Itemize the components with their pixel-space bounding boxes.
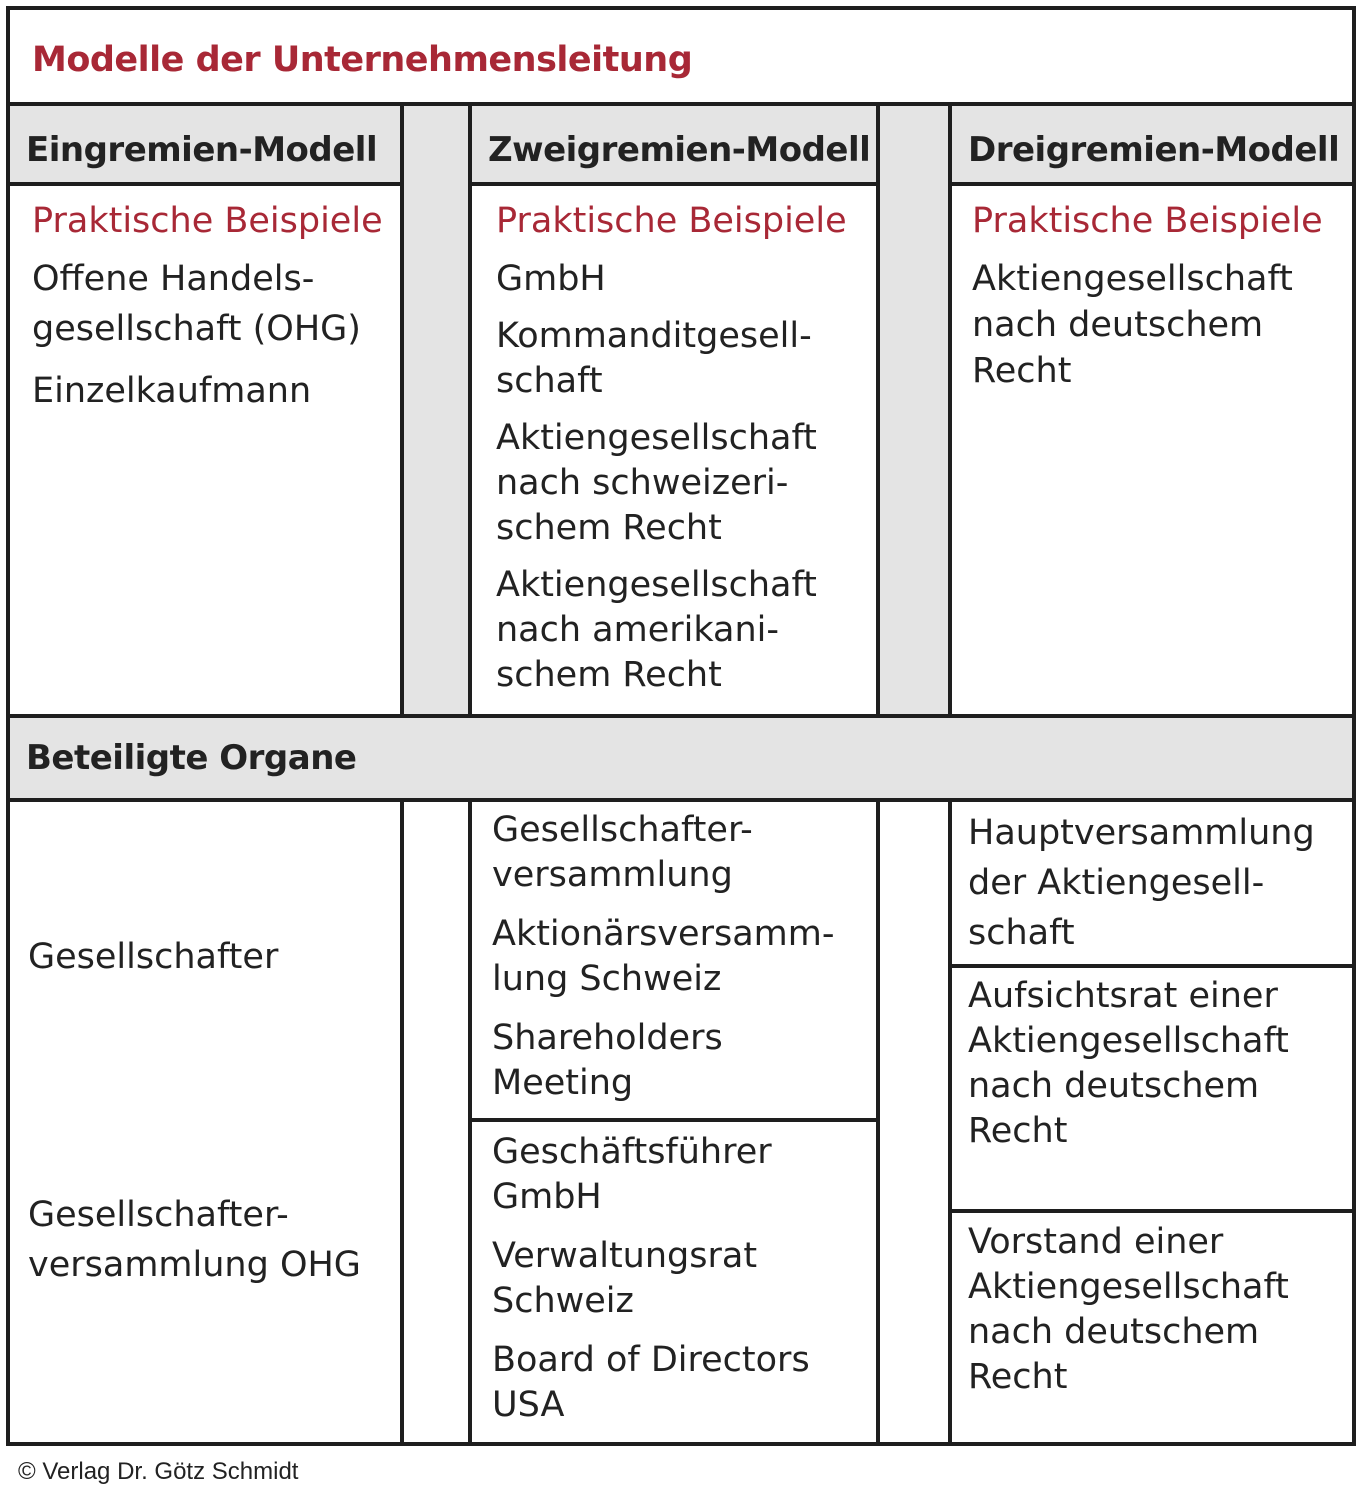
heading-dreigremien: Dreigremien-Modell bbox=[968, 130, 1340, 170]
organ-item: Board of Directors USA bbox=[492, 1340, 810, 1425]
organ-hauptversammlung: Hauptversammlung der Aktiengesell- schaft bbox=[968, 813, 1315, 953]
vline bbox=[948, 102, 952, 718]
zweigremien-divider bbox=[472, 1118, 876, 1122]
organ-item: Geschäftsführer GmbH bbox=[492, 1132, 772, 1217]
example-item: Offene Handels- gesellschaft (OHG) bbox=[32, 259, 361, 349]
organ-item: Gesellschafter- versammlung bbox=[492, 810, 753, 895]
vline bbox=[876, 798, 880, 1442]
organ-gesellschafter: Gesellschafter bbox=[28, 937, 279, 977]
examples-label: Praktische Beispiele bbox=[32, 201, 383, 241]
organs-bottom-divider bbox=[10, 798, 1352, 802]
example-item: GmbH bbox=[496, 259, 606, 299]
example-item: Aktiengesellschaft nach schweizeri- schem Recht bbox=[496, 418, 817, 548]
organ-item: Aktionärsversamm- lung Schweiz bbox=[492, 914, 835, 999]
examples-zweigremien bbox=[496, 198, 874, 698]
vline bbox=[948, 798, 952, 1442]
organ-item: Shareholders Meeting bbox=[492, 1018, 723, 1103]
diagram-title: Modelle der Unternehmensleitung bbox=[32, 40, 693, 80]
organs-heading: Beteiligte Organe bbox=[26, 738, 357, 778]
organ-vorstand: Vorstand einer Aktiengesellschaft nach deutschem Recht bbox=[968, 1222, 1289, 1397]
examples-label: Praktische Beispiele bbox=[496, 201, 847, 241]
gap-column-1-top bbox=[404, 106, 468, 718]
example-item: Kommanditgesell- schaft bbox=[496, 316, 812, 401]
copyright-footer: © Verlag Dr. Götz Schmidt bbox=[18, 1458, 299, 1485]
organs-zweigremien-top bbox=[492, 808, 874, 1106]
vline bbox=[400, 102, 404, 718]
examples-dreigremien bbox=[972, 198, 1350, 394]
dreigremien-divider-2 bbox=[952, 1209, 1352, 1213]
examples-label: Praktische Beispiele bbox=[972, 201, 1323, 241]
example-item: Einzelkaufmann bbox=[32, 371, 312, 411]
heading-zweigremien: Zweigremien-Modell bbox=[488, 130, 871, 170]
column-header-divider bbox=[10, 182, 1352, 186]
organ-gesellschafterversammlung-ohg: Gesellschafter- versammlung OHG bbox=[28, 1195, 361, 1285]
vline bbox=[400, 798, 404, 1442]
vline bbox=[876, 102, 880, 718]
examples-eingremien bbox=[32, 198, 398, 414]
organ-aufsichtsrat: Aufsichtsrat einer Aktiengesellschaft nach deutschem Recht bbox=[968, 976, 1289, 1151]
diagram-frame bbox=[6, 6, 1356, 1446]
organs-zweigremien-bottom bbox=[492, 1130, 874, 1428]
organ-item: Verwaltungsrat Schweiz bbox=[492, 1236, 758, 1321]
example-item: Aktiengesellschaft nach deutschem Recht bbox=[972, 259, 1293, 391]
example-item: Aktiengesellschaft nach amerikani- schem Recht bbox=[496, 565, 817, 695]
vline bbox=[468, 102, 472, 718]
dreigremien-divider-1 bbox=[952, 964, 1352, 968]
heading-eingremien: Eingremien-Modell bbox=[26, 130, 378, 170]
gap-column-2-top bbox=[880, 106, 948, 718]
